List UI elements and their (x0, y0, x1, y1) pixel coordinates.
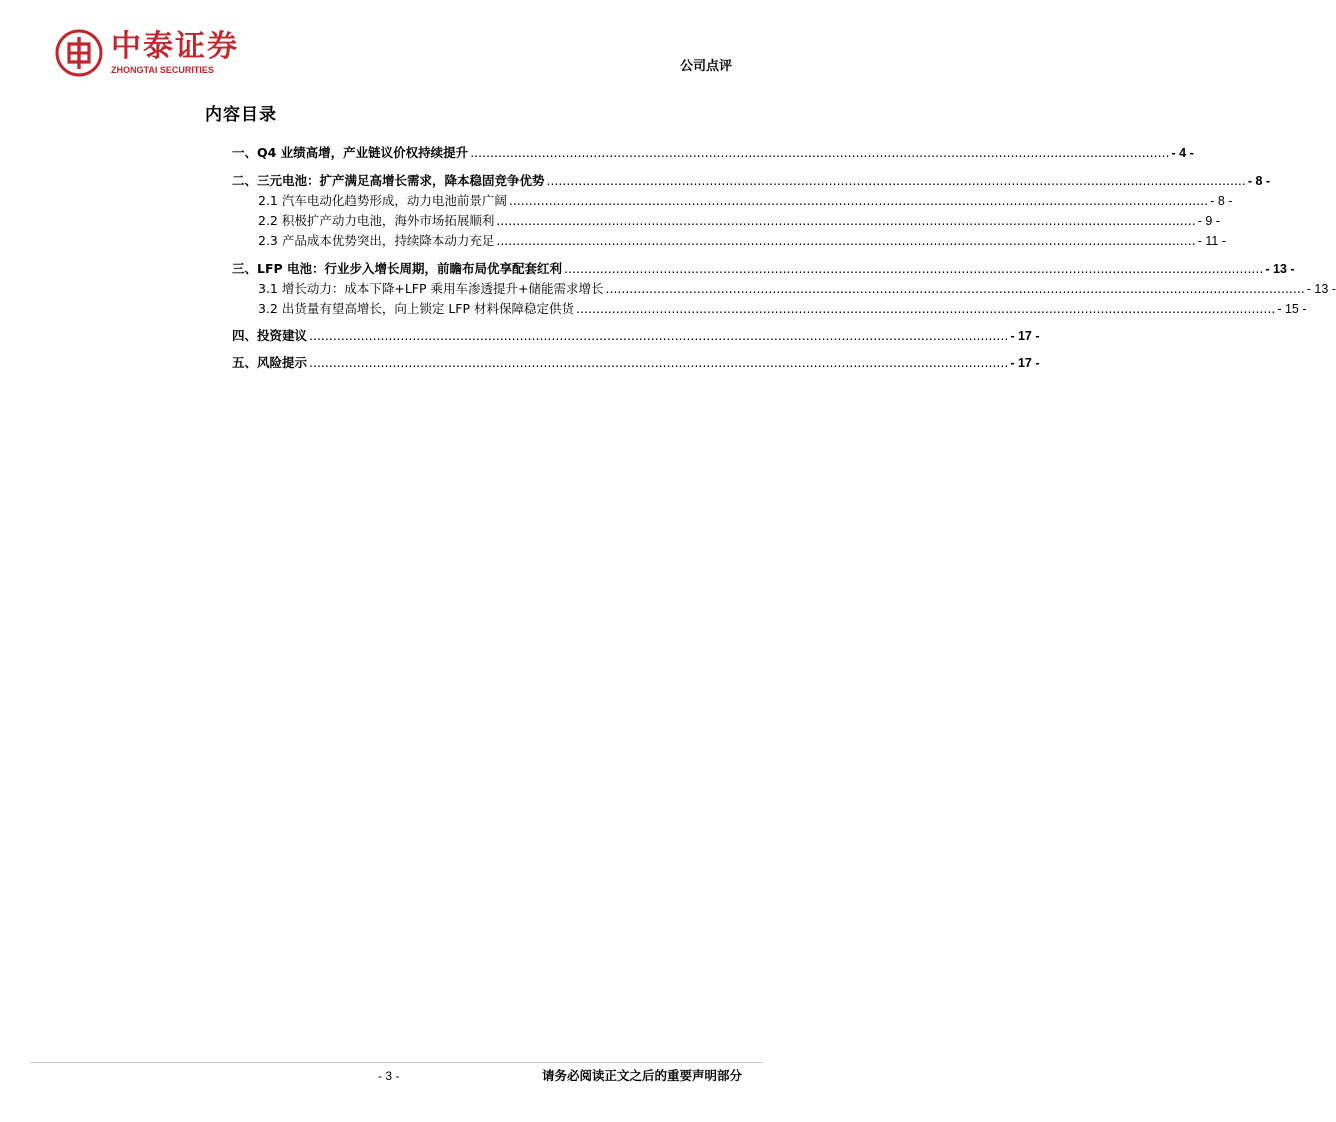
toc-entry-label: 三、LFP 电池：行业步入增长周期，前瞻布局优享配套红利 (232, 261, 563, 276)
toc-entry-label: 3.2 出货量有望高增长，向上锁定 LFP 材料保障稳定供货 (258, 301, 574, 316)
toc-entry-label: 2.3 产品成本优势突出，持续降本动力充足 (258, 233, 495, 248)
toc-dot-leader: ................................................................................................................................................................................ (496, 233, 1196, 248)
toc-entry-page: - 8 - (1247, 174, 1271, 188)
footer-page-number: - 3 - (378, 1069, 400, 1083)
toc-entry-page: - 8 - (1210, 194, 1233, 208)
toc-entry-page: - 17 - (1010, 356, 1040, 370)
toc-entry-page: - 17 - (1010, 329, 1040, 343)
toc-entry-page: - 13 - (1265, 262, 1295, 276)
toc-dot-leader: ................................................................................................................................................................................ (470, 145, 1170, 160)
toc-entry[interactable] (258, 301, 1307, 317)
toc-entry-page: - 15 - (1277, 302, 1307, 316)
report-type-label: 公司点评 (679, 59, 732, 74)
logo-english-name: ZHONGTAI SECURITIES (111, 65, 214, 75)
footer-disclaimer: 请务必阅读正文之后的重要声明部分 (541, 1068, 742, 1083)
toc-entry-label: 2.2 积极扩产动力电池，海外市场拓展顺利 (258, 213, 495, 228)
toc-entry-label: 2.1 汽车电动化趋势形成，动力电池前景广阔 (258, 193, 507, 208)
zhongtai-logo-icon (55, 29, 103, 77)
toc-entry[interactable] (232, 355, 1040, 371)
toc-entry[interactable] (258, 233, 1226, 249)
toc-entry-page: - 9 - (1197, 214, 1220, 228)
toc-entry[interactable] (258, 213, 1220, 229)
toc-entry[interactable] (258, 193, 1233, 209)
toc-entry[interactable] (232, 328, 1040, 344)
toc-entry-page: - 4 - (1171, 146, 1194, 160)
toc-entry[interactable] (232, 173, 1271, 189)
toc-title: 内容目录 (205, 105, 277, 125)
toc-dot-leader: ................................................................................................................................................................................ (508, 193, 1209, 208)
toc-dot-leader: ................................................................................................................................................................................ (564, 261, 1264, 276)
logo-chinese-name: 中泰证券 (111, 29, 239, 64)
footer-divider (30, 1062, 763, 1063)
toc-entry-page: - 13 - (1306, 282, 1336, 296)
toc-dot-leader: ................................................................................................................................................................................ (496, 213, 1196, 228)
toc-entry[interactable] (232, 145, 1194, 161)
toc-entry-label: 四、投资建议 (232, 328, 308, 343)
toc-dot-leader: ................................................................................................................................................................................ (576, 301, 1276, 316)
toc-entry-label: 一、Q4 业绩高增，产业链议价权持续提升 (232, 145, 469, 160)
toc-dot-leader: ................................................................................................................................................................................ (309, 328, 1009, 343)
toc-entry[interactable] (232, 261, 1295, 277)
toc-entry-page: - 11 - (1197, 234, 1226, 248)
toc-entry-label: 二、三元电池：扩产满足高增长需求，降本稳固竞争优势 (232, 173, 545, 188)
toc-entry[interactable] (258, 281, 1336, 297)
toc-dot-leader: ................................................................................................................................................................................ (605, 281, 1305, 296)
company-logo (55, 29, 245, 79)
toc-entry-label: 五、风险提示 (232, 355, 308, 370)
toc-entry-label: 3.1 增长动力：成本下降+LFP 乘用车渗透提升+储能需求增长 (258, 281, 604, 296)
toc-dot-leader: ................................................................................................................................................................................ (546, 173, 1246, 188)
toc-dot-leader: ................................................................................................................................................................................ (309, 355, 1009, 370)
